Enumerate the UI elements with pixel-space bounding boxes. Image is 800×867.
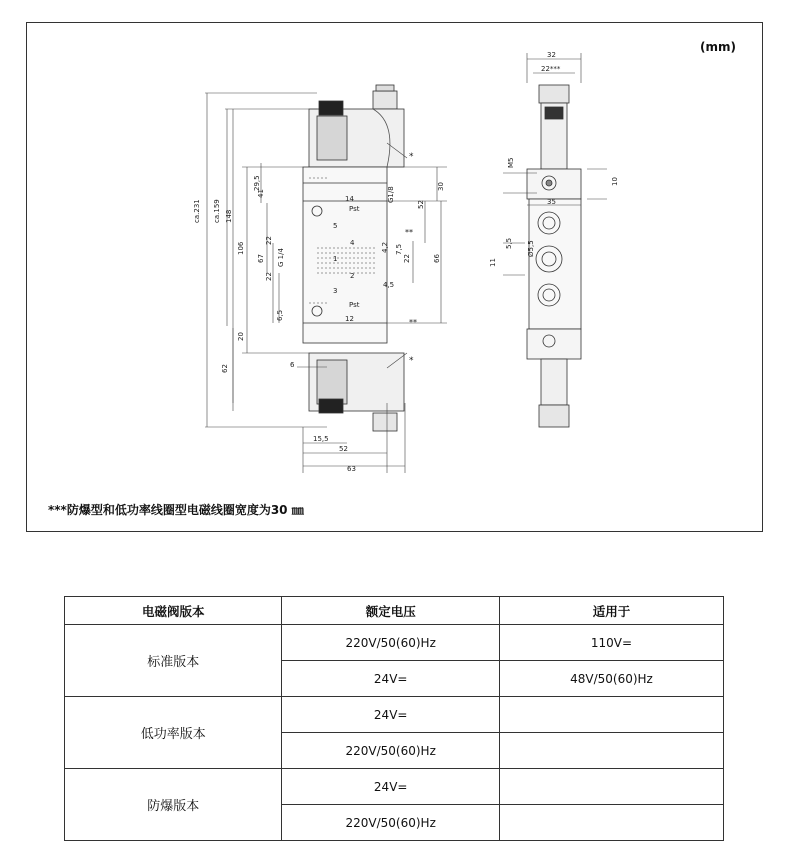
callout-star-bottom: * bbox=[409, 356, 414, 366]
unit-label: (mm) bbox=[700, 40, 736, 54]
cell-voltage: 220V/50(60)Hz bbox=[282, 733, 499, 769]
row-version-explosion-proof: 防爆版本 bbox=[65, 769, 282, 841]
port-2: 2 bbox=[350, 272, 355, 280]
port-14: 14 bbox=[345, 195, 354, 203]
dim-35: 35 bbox=[547, 198, 556, 206]
cell-voltage: 220V/50(60)Hz bbox=[282, 805, 499, 841]
cell-applies bbox=[499, 697, 723, 733]
cell-voltage: 24V= bbox=[282, 769, 499, 805]
dim-m5: M5 bbox=[507, 157, 515, 168]
port-5: 5 bbox=[333, 222, 338, 230]
pilot-label-top: Pst bbox=[349, 205, 360, 213]
dim-22-a: 22 bbox=[265, 236, 273, 245]
dim-10: 10 bbox=[611, 177, 619, 186]
dim-67: 67 bbox=[257, 254, 265, 263]
dim-22-triple-star: 22*** bbox=[541, 65, 561, 73]
cell-voltage: 24V= bbox=[282, 697, 499, 733]
cell-applies: 110V= bbox=[499, 625, 723, 661]
dim-62: 62 bbox=[221, 364, 229, 373]
cell-applies bbox=[499, 733, 723, 769]
dim-106: 106 bbox=[237, 241, 245, 255]
dim-32: 32 bbox=[547, 51, 556, 59]
dim-ca231: ca.231 bbox=[193, 199, 201, 223]
dim-4-2: 4,2 bbox=[381, 241, 389, 253]
table-row bbox=[65, 697, 724, 733]
cell-applies bbox=[499, 769, 723, 805]
callout-star-top: * bbox=[409, 152, 414, 162]
dim-52: 52 bbox=[339, 445, 348, 453]
header-version: 电磁阀版本 bbox=[65, 597, 282, 625]
port-1: 1 bbox=[333, 255, 338, 263]
cell-applies bbox=[499, 805, 723, 841]
dim-g-1-4: G 1/4 bbox=[277, 248, 285, 267]
dim-g-1-8: G1/8 bbox=[387, 186, 395, 203]
dim-66: 66 bbox=[433, 254, 441, 263]
dim-dia-5-5: Ø5,5 bbox=[527, 240, 535, 257]
dim-6-5: 6,5 bbox=[276, 309, 284, 321]
table-header-row bbox=[65, 597, 724, 625]
dim-15-5: 15,5 bbox=[313, 435, 329, 443]
side-view bbox=[503, 53, 607, 427]
voltage-spec-table bbox=[64, 596, 724, 841]
technical-drawing-frame bbox=[26, 22, 763, 532]
dim-29-5: 29,5 bbox=[253, 175, 261, 191]
port-3: 3 bbox=[333, 287, 338, 295]
dim-ca159: ca.159 bbox=[213, 199, 221, 223]
cell-voltage: 24V= bbox=[282, 661, 499, 697]
dim-41: 41 bbox=[257, 189, 265, 198]
front-view bbox=[205, 85, 447, 473]
dim-22-r: 22 bbox=[403, 254, 411, 263]
dim-22-b: 22 bbox=[265, 272, 273, 281]
callout-2star-b: ** bbox=[409, 318, 417, 327]
table-row bbox=[65, 769, 724, 805]
port-4: 4 bbox=[350, 239, 355, 247]
dim-52-r: 52 bbox=[417, 200, 425, 209]
dimension-drawing bbox=[27, 23, 762, 531]
dim-30: 30 bbox=[437, 182, 445, 191]
pilot-label-bottom: Pst bbox=[349, 301, 360, 309]
dim-148: 148 bbox=[225, 209, 233, 223]
header-applies-to: 适用于 bbox=[499, 597, 723, 625]
row-version-low-power: 低功率版本 bbox=[65, 697, 282, 769]
dim-11: 11 bbox=[489, 258, 497, 267]
footnote-coil-width: ***防爆型和低功率线圈型电磁线圈宽度为30 ㎜ bbox=[48, 503, 304, 517]
dim-63: 63 bbox=[347, 465, 356, 473]
dim-20: 20 bbox=[237, 332, 245, 341]
table-row bbox=[65, 625, 724, 661]
cell-voltage: 220V/50(60)Hz bbox=[282, 625, 499, 661]
header-rated-voltage: 额定电压 bbox=[282, 597, 499, 625]
dim-5-5: 5,5 bbox=[505, 237, 513, 249]
dim-6: 6 bbox=[290, 361, 295, 369]
cell-applies: 48V/50(60)Hz bbox=[499, 661, 723, 697]
callout-2star-a: ** bbox=[405, 228, 413, 237]
dim-7-5: 7,5 bbox=[395, 243, 403, 255]
port-12: 12 bbox=[345, 315, 354, 323]
row-version-standard: 标准版本 bbox=[65, 625, 282, 697]
dim-4-5: 4,5 bbox=[383, 281, 395, 289]
